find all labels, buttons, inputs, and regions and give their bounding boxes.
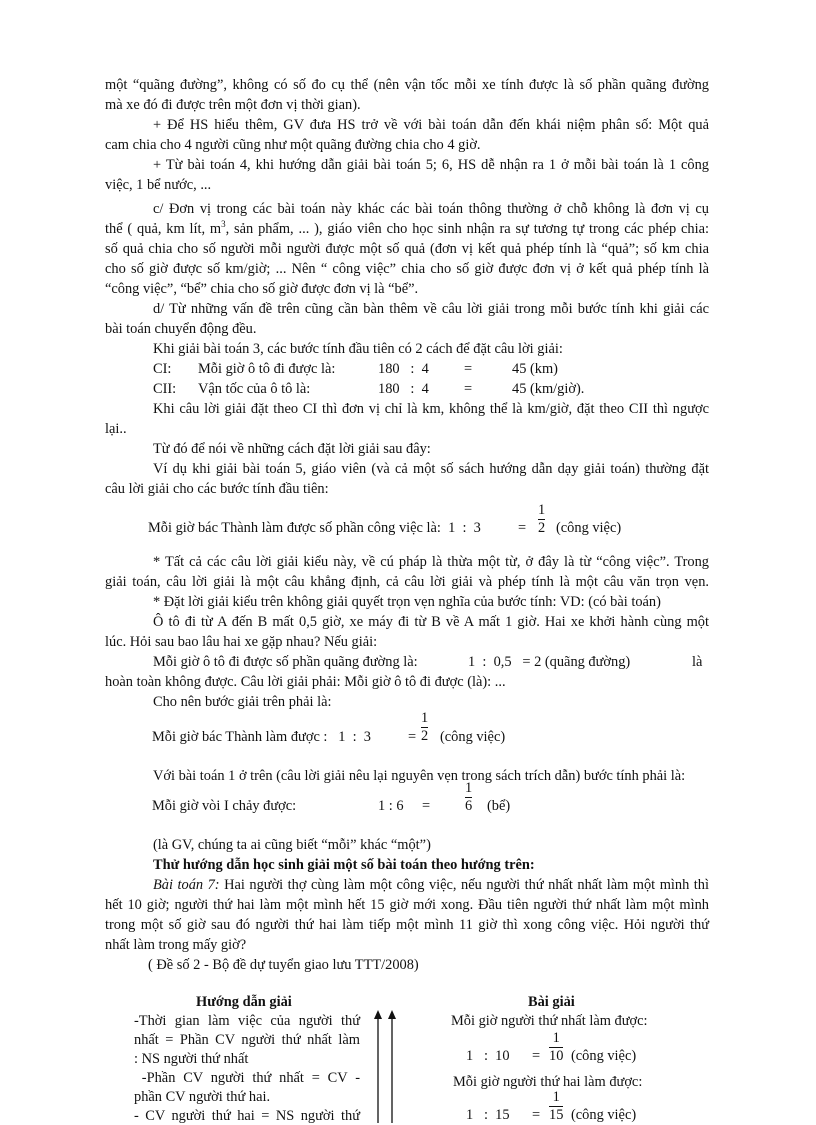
text-line: cam chia cho 4 người cũng như một quãng đường chia cho 4 giờ. xyxy=(105,137,481,153)
fraction-denominator: 2 xyxy=(421,728,429,744)
text-line: * Đặt lời giải kiểu trên không giải quyết trọn vẹn nghĩa của bước tính: VD: (có bài toán) xyxy=(153,594,661,610)
text-line: việc, 1 bể nước, ... xyxy=(105,177,212,193)
text-span: Hai người thợ cùng làm một công việc, nếu người thứ nhất nhất làm một mình thì xyxy=(219,877,709,893)
equation-text: Mỗi giờ bác Thành làm được số phần công việc là: 1 : 3 xyxy=(148,520,481,536)
arrow-head-right xyxy=(388,1010,396,1019)
text-line: số quả chia cho số người mỗi người được một số quả (đơn vị kết quả phép tính là “quả”; số km chia xyxy=(105,241,709,257)
text-line: ( Đề số 2 - Bộ đề dự tuyển giao lưu TTT/2008) xyxy=(148,957,419,973)
solution-heading xyxy=(528,993,575,1011)
equation-unit: (công việc) xyxy=(571,1107,637,1123)
text-line: -Thời gian làm việc của người thứ xyxy=(134,1013,360,1029)
equation-eq: = xyxy=(532,1048,541,1064)
text-line: Khi câu lời giải đặt theo CI thì đơn vị chỉ là km, không thể là km/giờ, đặt theo CII thì ngược xyxy=(153,401,709,417)
equation-eq: = xyxy=(518,520,527,536)
equation-expr: 1 : 6 xyxy=(378,798,404,814)
cii-result: 45 (km/giờ). xyxy=(512,381,585,397)
equation-unit: (công việc) xyxy=(556,520,622,536)
text-line: Ô tô đi từ A đến B mất 0,5 giờ, xe máy đi từ B về A mất 1 giờ. Hai xe khởi hành cùng một xyxy=(153,614,709,630)
text-line: câu lời giải cho các bước tính đầu tiên: xyxy=(105,481,329,497)
ci-expr: 180 : 4 xyxy=(378,361,429,377)
text-line: là xyxy=(692,654,703,670)
text-line: c/ Đơn vị trong các bài toán này khác các bài toán thông thường ở chỗ không là đơn vị cụ xyxy=(153,201,709,217)
fraction-denominator: 6 xyxy=(465,798,473,814)
text-line: một “quãng đường”, không có số đo cụ thể (nên vận tốc mỗi xe tính được là số phần quãng đường xyxy=(105,77,709,93)
text-line: hết 10 giờ; người thứ hai làm một mình hết 15 giờ mới xong. Đầu tiên người thứ nhất làm một mình xyxy=(105,897,709,913)
text-line xyxy=(153,876,709,894)
bold-heading: Hướng dẫn giải xyxy=(196,994,292,1010)
text-line: (là GV, chúng ta ai cũng biết “mỗi” khác “một”) xyxy=(153,837,431,853)
text-line: -Phần CV người thứ nhất = CV - xyxy=(134,1070,360,1086)
text-line: * Tất cả các câu lời giải kiểu này, về cú pháp là thừa một từ, ở đây là từ “công việc”. Trong xyxy=(153,554,709,570)
text-line: 1 : 0,5 = 2 (quãng đường) xyxy=(468,654,631,670)
equation-unit: (bể) xyxy=(487,798,511,814)
text-line: cho số giờ được số km/giờ; ... Nên “ công việc” chia cho số giờ được đơn vị ở kết quả phép tính là xyxy=(105,261,709,277)
equation-eq: = xyxy=(532,1107,541,1123)
text-line: d/ Từ những vấn đề trên cũng cần bàn thêm về câu lời giải trong mỗi bước tính khi giải các xyxy=(153,301,709,317)
fraction xyxy=(549,1031,563,1064)
text-line xyxy=(105,220,709,238)
equation-text: Mỗi giờ bác Thành làm được : 1 : 3 xyxy=(152,729,371,745)
equation-unit: (công việc) xyxy=(440,729,506,745)
text-line: giải toán, câu lời giải là một câu khẳng định, cả câu lời giải và phép tính là một câu văn trọn vẹn. xyxy=(105,574,709,590)
equation-expr: 1 : 10 xyxy=(466,1048,510,1064)
text-line: Ví dụ khi giải bài toán 5, giáo viên (và cả một số sách hướng dẫn dạy giải toán) thường đặt xyxy=(153,461,709,477)
text-line: - CV người thứ hai = NS người thứ xyxy=(134,1108,360,1124)
fraction xyxy=(538,503,545,536)
equation-unit: (công việc) xyxy=(571,1048,637,1064)
fraction xyxy=(421,711,428,744)
fraction-numerator: 1 xyxy=(538,502,546,518)
ci-eq: = xyxy=(464,361,473,377)
text-line: trong một số giờ sau đó người thứ hai làm tiếp một mình 11 giờ thì xong công việc. Hỏi người thứ xyxy=(105,917,709,933)
section-heading xyxy=(153,856,535,874)
text-line: + Từ bài toán 4, khi hướng dẫn giải bài toán 5; 6, HS dễ nhận ra 1 ở mỗi bài toán là 1 công xyxy=(153,157,709,173)
text-line: Khi giải bài toán 3, các bước tính đầu tiên có 2 cách để đặt câu lời giải: xyxy=(153,341,563,357)
bold-heading: Thử hướng dẫn học sinh giải một số bài toán theo hướng trên: xyxy=(153,857,535,873)
fraction-numerator: 1 xyxy=(552,1089,560,1105)
cii-expr: 180 : 4 xyxy=(378,381,429,397)
fraction-numerator: 1 xyxy=(421,710,429,726)
equation-expr: 1 : 15 xyxy=(466,1107,510,1123)
fraction-denominator: 2 xyxy=(538,520,546,536)
text-line: nhất = Phần CV người thứ nhất làm xyxy=(134,1032,360,1048)
cii-eq: = xyxy=(464,381,473,397)
guide-heading xyxy=(196,993,292,1011)
bold-heading: Bài giải xyxy=(528,994,575,1010)
vertical-arrows xyxy=(370,1010,400,1123)
text-line: mà xe đó đi được trên một đơn vị thời gian). xyxy=(105,97,361,113)
text-line: Mỗi giờ người thứ nhất làm được: xyxy=(451,1013,648,1029)
problem-label: Bài toán 7: xyxy=(153,877,220,893)
ci-text: Mỗi giờ ô tô đi được là: xyxy=(198,361,336,377)
text-line: bài toán chuyển động đều. xyxy=(105,321,257,337)
fraction-denominator: 15 xyxy=(549,1107,564,1123)
cii-label: CII: xyxy=(153,381,177,397)
equation-eq: = xyxy=(422,798,431,814)
fraction-numerator: 1 xyxy=(552,1030,560,1046)
equation-eq: = xyxy=(408,729,417,745)
cii-text: Vận tốc của ô tô là: xyxy=(198,381,311,397)
text-span: thể ( quả, km lít, m xyxy=(105,221,222,237)
text-line: Từ đó để nói về những cách đặt lời giải sau đây: xyxy=(153,441,431,457)
ci-result: 45 (km) xyxy=(512,361,558,377)
text-line: Với bài toán 1 ở trên (câu lời giải nêu lại nguyên vẹn trong sách trích dẫn) bước tính phải là: xyxy=(153,768,686,784)
fraction-numerator: 1 xyxy=(465,780,473,796)
text-line: phần CV người thứ hai. xyxy=(134,1089,271,1105)
arrow-head-left xyxy=(374,1010,382,1019)
fraction-denominator: 10 xyxy=(549,1048,564,1064)
text-line: + Để HS hiểu thêm, GV đưa HS trở về với bài toán dẫn đến khái niệm phân số: Một quả xyxy=(153,117,709,133)
text-line: lại.. xyxy=(105,421,127,437)
text-line: hoàn toàn không được. Câu lời giải phải: Mỗi giờ ô tô đi được (là): ... xyxy=(105,674,506,690)
text-line: nhất làm trong mấy giờ? xyxy=(105,937,247,953)
ci-label: CI: xyxy=(153,361,172,377)
superscript: 3 xyxy=(221,219,226,230)
fraction xyxy=(465,781,472,814)
equation-text: Mỗi giờ vòi I chảy được: xyxy=(152,798,297,814)
text-line: “công việc”, “bể” chia cho số giờ được đơn vị là “bể”. xyxy=(105,281,419,297)
text-line: Mỗi giờ ô tô đi được số phần quãng đường là: xyxy=(153,654,418,670)
fraction xyxy=(549,1090,563,1123)
text-line: lúc. Hỏi sau bao lâu hai xe gặp nhau? Nếu giải: xyxy=(105,634,378,650)
text-line: Cho nên bước giải trên phải là: xyxy=(153,694,332,710)
text-line: : NS người thứ nhất xyxy=(134,1051,249,1067)
text-span: , sản phẩm, ... ), giáo viên cho học sinh nhận ra sự tương tự trong các phép chia: xyxy=(225,221,709,237)
text-line: Mỗi giờ người thứ hai làm được: xyxy=(453,1074,643,1090)
